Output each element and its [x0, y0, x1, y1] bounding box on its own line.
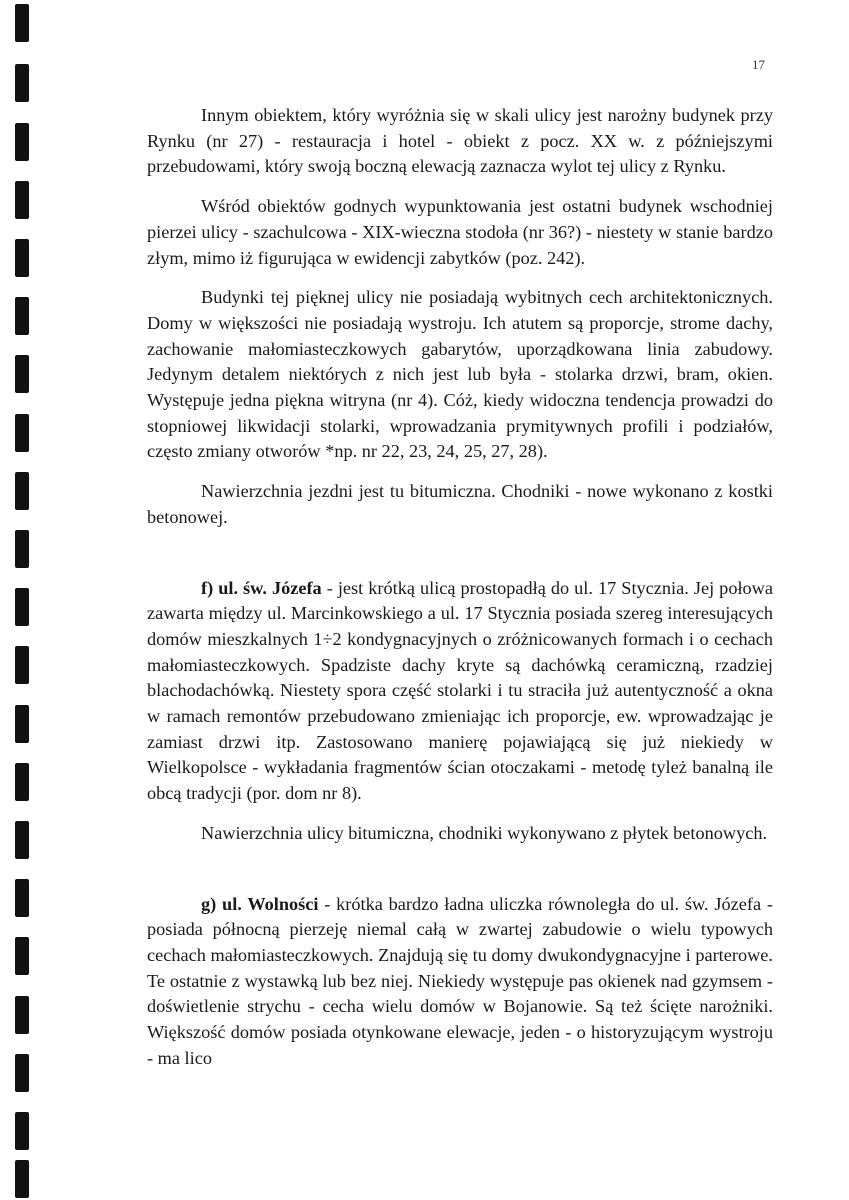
binding-hole — [15, 181, 29, 219]
binding-hole — [15, 355, 29, 393]
document-body — [147, 103, 773, 1072]
binding-hole — [15, 1160, 29, 1198]
binding-hole — [15, 937, 29, 975]
binding-holes — [15, 0, 29, 1200]
binding-hole — [15, 472, 29, 510]
binding-hole — [15, 123, 29, 161]
binding-hole — [15, 530, 29, 568]
binding-hole — [15, 588, 29, 626]
binding-hole — [15, 414, 29, 452]
paragraph: Innym obiektem, który wyróżnia się w skali ulicy jest narożny budynek przy Rynku (nr 27) - restauracja i hotel - obiekt z pocz. XX w. z późniejszymi przebudowami, który swoją boczną elewacją zaznacza wylot tej ulicy z Rynku. — [147, 105, 773, 177]
binding-hole — [15, 239, 29, 277]
binding-hole — [15, 64, 29, 102]
paragraph: Nawierzchnia jezdni jest tu bitumiczna. Chodniki - nowe wykonano z kostki betonowej. — [147, 481, 773, 527]
paragraph: Wśród obiektów godnych wypunktowania jest ostatni budynek wschodniej pierzei ulicy - szachulcowa - XIX-wieczna stodoła (nr 36?) - niestety w stanie bardzo złym, mimo iż figurująca w ewidencji zabytków (poz. 242). — [147, 196, 773, 268]
binding-hole — [15, 763, 29, 801]
paragraph: Nawierzchnia ulicy bitumiczna, chodniki wykonywano z płytek betonowych. — [201, 822, 768, 843]
section-heading: g) ul. Wolności — [201, 893, 319, 914]
binding-hole — [15, 4, 29, 42]
section-paragraph: f) ul. św. Józefa - jest krótką ulicą prostopadłą do ul. 17 Stycznia. Jej połowa zawarta między ul. Marcinkowskiego a ul. 17 Stycznia posiada szereg interesujących domów mieszkalnych 1÷2 kondygnacyjnych o zróżnicowanych formach i o cechach małomiasteczkowych. Spadziste dachy kryte są dachówką ceramiczną, rzadziej blachodachówką. Niestety spora część stolarki i tu straciła już autentyczność a okna w ramach remontów przebudowano zmieniając ich proporcje, ew. wprowadzając je zamiast drzwi itp. Zastosowano manierę pojawiającą się już niekiedy w Wielkopolsce - wykładania fragmentów ścian otoczakami - metodę tyleż banalną ile obcą tradycji (por. dom nr 8). — [147, 577, 773, 804]
binding-hole — [15, 297, 29, 335]
binding-hole — [15, 705, 29, 743]
paragraph: Budynki tej pięknej ulicy nie posiadają wybitnych cech architektonicznych. Domy w większości nie posiadają wystroju. Ich atutem są proporcje, strome dachy, zachowanie małomiasteczkowych gabarytów, uporządkowana linia zabudowy. Jedynym detalem niektórych z nich jest lub była - stolarka drzwi, bram, okien. Występuje jedna piękna witryna (nr 4). Cóż, kiedy widoczna tendencja prowadzi do stopniowej likwidacji stolarki, wprowadzania prymitywnych profili i podziałów, często zmiany otworów *np. nr 22, 23, 24, 25, 27, 28). — [147, 287, 773, 462]
page-number: 17 — [752, 57, 765, 72]
section-paragraph: g) ul. Wolności - krótka bardzo ładna uliczka równoległa do ul. św. Józefa - posiada północną pierzeję niemal całą w zwartej zabudowie o wielu typowych cechach małomiasteczkowych. Znajdują się tu domy dwukondygnacyjne i parterowe. Te ostatnie z wystawką lub bez niej. Niekiedy występuje pas okienek nad gzymsem - doświetlenie strychu - cecha wielu domów w Bojanowie. Są też ścięte narożniki. Większość domów posiada otynkowane elewacje, jeden - o historyzującym wystroju - ma lico — [147, 893, 773, 1068]
binding-hole — [15, 1112, 29, 1150]
binding-hole — [15, 646, 29, 684]
section-heading: f) ul. św. Józefa — [201, 577, 322, 598]
binding-hole — [15, 821, 29, 859]
binding-hole — [15, 996, 29, 1034]
binding-hole — [15, 879, 29, 917]
binding-hole — [15, 1054, 29, 1092]
